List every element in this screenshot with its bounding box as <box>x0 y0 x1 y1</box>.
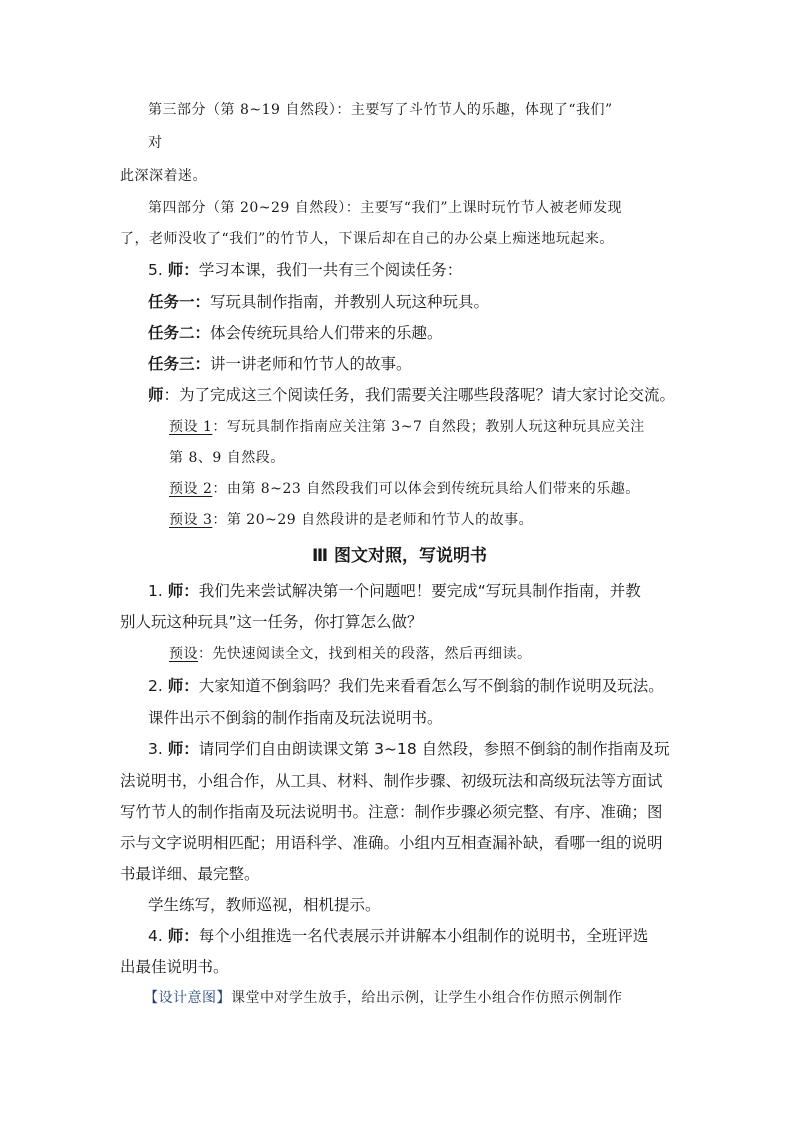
item-3-line3: 写竹节人的制作指南及玩法说明书。注意：制作步骤必须完整、有序、准确；图 <box>120 803 663 821</box>
item-4-text: 每个小组推选一名代表展示并讲解本小组制作的说明书，全班评选 <box>198 927 649 945</box>
item-4-line2: 出最佳说明书。 <box>120 958 229 976</box>
item-1-number: 1. <box>148 582 163 600</box>
task-1 <box>148 292 489 312</box>
item-1-preset-text: ：先快速阅读全文，找到相关的段落，然后再细读。 <box>198 646 532 662</box>
q5-ask-text: ：为了完成这三个阅读任务，我们需要关注哪些段落呢？请大家讨论交流。 <box>163 386 676 404</box>
part3-line3: 此深深着迷。 <box>120 168 207 184</box>
part4-line2: 了，老师没收了“我们”的竹节人，下课后却在自己的办公桌上痴迷地玩起来。 <box>120 231 614 247</box>
item-1-text: 我们先来尝试解决第一个问题吧！要完成“写玩具制作指南，并教 <box>198 582 641 600</box>
item-2-number: 2. <box>148 677 163 695</box>
item-3-line1 <box>148 739 670 759</box>
preset-3 <box>169 510 533 530</box>
q5-number: 5. <box>148 261 163 279</box>
item-1-line2: 别人玩这种玩具”这一任务，你打算怎么做？ <box>120 613 423 631</box>
item-2-line2: 课件出示不倒翁的制作指南及玩法说明书。 <box>148 709 443 727</box>
q5-line <box>148 260 462 280</box>
item-1-speaker: 师： <box>167 582 199 600</box>
item-3-number: 3. <box>148 740 163 758</box>
task-3 <box>148 354 412 374</box>
part4-line1: 第四部分（第 20~29 自然段）：主要写“我们”上课时玩竹节人被老师发现 <box>148 200 623 216</box>
q5-ask-speaker: 师 <box>148 386 164 404</box>
item-2-speaker: 师： <box>167 677 199 695</box>
preset-1-text: ：写玩具制作指南应关注第 3~7 自然段；教别人玩这种玩具应关注 <box>212 419 645 435</box>
design-intent-label: 【设计意图】 <box>144 990 231 1006</box>
item-3-text: 请同学们自由朗读课文第 3~18 自然段，参照不倒翁的制作指南及玩 <box>198 740 670 758</box>
item-3-line5: 书最详细、最完整。 <box>120 865 260 883</box>
item-3-line2: 法说明书，小组合作，从工具、材料、制作步骤、初级玩法和高级玩法等方面试 <box>120 772 663 790</box>
task-1-text: 写玩具制作指南，并教别人玩这种玩具。 <box>210 293 490 311</box>
task-2 <box>148 323 443 343</box>
part3-line1: 第三部分（第 8~19 自然段）：主要写了斗竹节人的乐趣，体现了“我们” <box>148 102 613 118</box>
part3-line2: 对 <box>148 135 163 151</box>
preset-1-label: 预设 1 <box>169 419 213 435</box>
item-3-line4: 示与文字说明相匹配；用语科学、准确。小组内互相查漏补缺，看哪一组的说明 <box>120 834 663 852</box>
task-3-label: 任务三： <box>148 355 211 373</box>
preset-3-label: 预设 3 <box>169 512 213 528</box>
q5-ask <box>148 385 675 405</box>
item-4-number: 4. <box>148 927 163 945</box>
preset-1-cont: 第 8、9 自然段。 <box>169 450 285 466</box>
preset-3-text: ：第 20~29 自然段讲的是老师和竹节人的故事。 <box>212 512 534 528</box>
preset-2 <box>169 479 640 499</box>
item-3-speaker: 师： <box>167 740 199 758</box>
design-intent-text: 课堂中对学生放手，给出示例，让学生小组合作仿照示例制作 <box>231 990 623 1006</box>
section-heading: Ⅲ 图文对照，写说明书 <box>312 546 487 566</box>
task-2-label: 任务二： <box>148 324 211 342</box>
preset-2-label: 预设 2 <box>169 481 213 497</box>
preset-2-text: ：由第 8~23 自然段我们可以体会到传统玩具给人们带来的乐趣。 <box>212 481 640 497</box>
item-2-line1 <box>148 676 664 696</box>
preset-1 <box>169 417 645 437</box>
q5-text: 学习本课，我们一共有三个阅读任务： <box>198 261 463 279</box>
item-1-preset-label: 预设 <box>169 646 198 662</box>
task-3-text: 讲一讲老师和竹节人的故事。 <box>210 355 412 373</box>
design-intent <box>144 988 623 1008</box>
item-2-text: 大家知道不倒翁吗？我们先来看看怎么写不倒翁的制作说明及玩法。 <box>198 677 664 695</box>
item-3-line6: 学生练写，教师巡视，相机提示。 <box>148 896 381 914</box>
task-2-text: 体会传统玩具给人们带来的乐趣。 <box>210 324 443 342</box>
item-1-preset <box>169 644 532 664</box>
item-4-line1 <box>148 926 648 946</box>
item-4-speaker: 师： <box>167 927 199 945</box>
item-1-line1 <box>148 581 641 601</box>
task-1-label: 任务一： <box>148 293 211 311</box>
q5-speaker: 师： <box>167 261 199 279</box>
